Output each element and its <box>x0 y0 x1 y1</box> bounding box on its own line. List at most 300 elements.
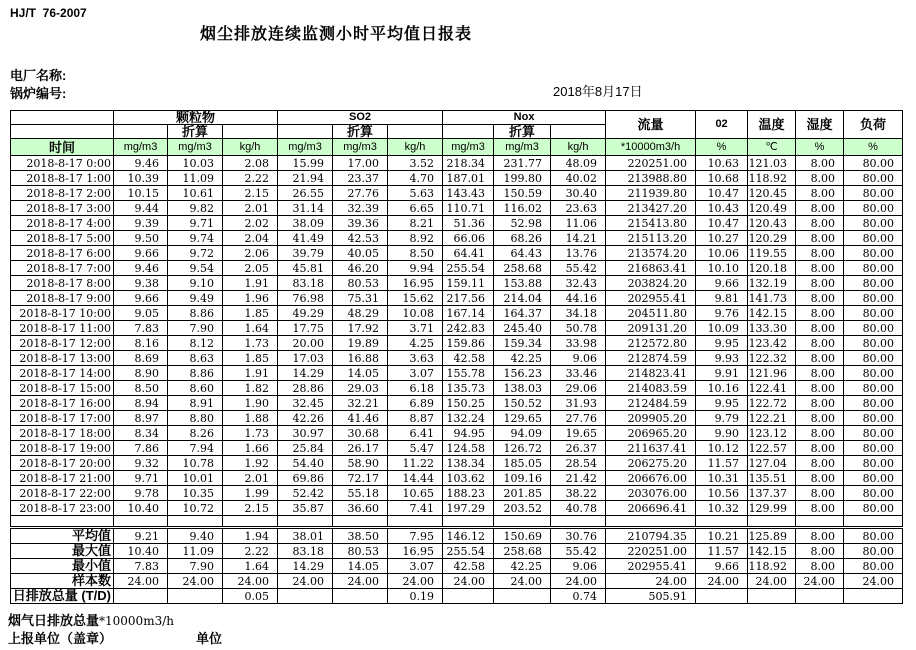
value-cell: 2.22 <box>223 544 278 559</box>
value-cell: 38.22 <box>551 486 606 501</box>
value-cell: 10.12 <box>696 441 748 456</box>
col-header-o2: 02 <box>696 111 748 139</box>
value-cell: 41.49 <box>278 231 333 246</box>
summary-row <box>11 589 903 604</box>
blank-cell <box>494 516 551 527</box>
hour-data-row <box>11 426 903 441</box>
value-cell <box>168 589 223 604</box>
value-cell: 9.46 <box>114 261 168 276</box>
value-cell: 19.65 <box>551 426 606 441</box>
value-cell: 80.00 <box>844 156 903 171</box>
value-cell: 4.25 <box>388 336 443 351</box>
row-label-cell: 2018-8-17 15:00 <box>11 381 114 396</box>
value-cell: 255.54 <box>443 544 494 559</box>
value-cell: 21.42 <box>551 471 606 486</box>
row-label-cell: 2018-8-17 8:00 <box>11 276 114 291</box>
unit-cell: % <box>844 139 903 156</box>
standard-number: HJ/T 76-2007 <box>10 6 87 20</box>
value-cell: 8.60 <box>168 381 223 396</box>
value-cell: 5.63 <box>388 186 443 201</box>
value-cell: 80.00 <box>844 231 903 246</box>
value-cell: 10.43 <box>696 201 748 216</box>
blank-header-cell <box>114 125 168 139</box>
value-cell: 75.31 <box>333 291 388 306</box>
value-cell: 159.11 <box>443 276 494 291</box>
unit-cell: kg/h <box>388 139 443 156</box>
value-cell: 32.21 <box>333 396 388 411</box>
value-cell: 6.41 <box>388 426 443 441</box>
unit-cell: kg/h <box>551 139 606 156</box>
value-cell: 1.64 <box>223 559 278 574</box>
value-cell: 7.90 <box>168 559 223 574</box>
value-cell: 1.91 <box>223 276 278 291</box>
value-cell: 0.74 <box>551 589 606 604</box>
value-cell: 11.57 <box>696 456 748 471</box>
value-cell: 83.18 <box>278 544 333 559</box>
value-cell: 1.92 <box>223 456 278 471</box>
value-cell: 9.93 <box>696 351 748 366</box>
unit-cell: mg/m3 <box>443 139 494 156</box>
row-label-cell: 2018-8-17 12:00 <box>11 336 114 351</box>
value-cell: 8.00 <box>796 246 844 261</box>
value-cell: 9.06 <box>551 559 606 574</box>
value-cell: 10.61 <box>168 186 223 201</box>
value-cell: 9.66 <box>114 291 168 306</box>
table-body <box>11 156 903 516</box>
summary-row <box>11 544 903 559</box>
value-cell: 10.15 <box>114 186 168 201</box>
hour-data-row <box>11 231 903 246</box>
value-cell: 24.00 <box>333 574 388 589</box>
value-cell: 7.83 <box>114 559 168 574</box>
blank-cell <box>168 516 223 527</box>
value-cell: 55.42 <box>551 261 606 276</box>
value-cell <box>796 589 844 604</box>
value-cell: 1.82 <box>223 381 278 396</box>
value-cell: 42.26 <box>278 411 333 426</box>
value-cell: 17.00 <box>333 156 388 171</box>
value-cell: 14.21 <box>551 231 606 246</box>
value-cell: 24.00 <box>606 574 696 589</box>
value-cell: 80.53 <box>333 276 388 291</box>
unit-cell: mg/m3 <box>494 139 551 156</box>
value-cell: 3.52 <box>388 156 443 171</box>
value-cell: 206676.00 <box>606 471 696 486</box>
value-cell: 213427.20 <box>606 201 696 216</box>
value-cell: 14.29 <box>278 559 333 574</box>
row-label-cell: 2018-8-17 20:00 <box>11 456 114 471</box>
value-cell: 215413.80 <box>606 216 696 231</box>
value-cell: 150.25 <box>443 396 494 411</box>
value-cell: 146.12 <box>443 529 494 544</box>
value-cell: 11.09 <box>168 544 223 559</box>
unit-cell: % <box>696 139 748 156</box>
hour-data-row <box>11 336 903 351</box>
value-cell: 8.50 <box>114 381 168 396</box>
value-cell: 10.35 <box>168 486 223 501</box>
value-cell: 8.00 <box>796 321 844 336</box>
value-cell: 2.01 <box>223 471 278 486</box>
value-cell: 109.16 <box>494 471 551 486</box>
value-cell: 40.78 <box>551 501 606 516</box>
value-cell: 8.00 <box>796 366 844 381</box>
value-cell: 80.00 <box>844 501 903 516</box>
value-cell: 150.69 <box>494 529 551 544</box>
value-cell: 94.09 <box>494 426 551 441</box>
value-cell: 10.21 <box>696 529 748 544</box>
row-label-cell: 最大值 <box>11 544 114 559</box>
value-cell: 38.01 <box>278 529 333 544</box>
row-label-cell: 2018-8-17 16:00 <box>11 396 114 411</box>
value-cell: 209905.20 <box>606 411 696 426</box>
value-cell: 44.16 <box>551 291 606 306</box>
value-cell: 8.63 <box>168 351 223 366</box>
value-cell: 129.65 <box>494 411 551 426</box>
hour-data-row <box>11 171 903 186</box>
value-cell: 8.00 <box>796 351 844 366</box>
value-cell: 212572.80 <box>606 336 696 351</box>
hour-data-row <box>11 291 903 306</box>
report-date: 2018年8月17日 <box>553 84 643 99</box>
row-label-cell: 2018-8-17 23:00 <box>11 501 114 516</box>
row-label-cell: 2018-8-17 18:00 <box>11 426 114 441</box>
col-group-nox: Nox <box>443 111 606 125</box>
flue-gas-total-note-cn: 烟气日排放总量 <box>8 613 100 628</box>
value-cell: 118.92 <box>748 559 796 574</box>
value-cell: 8.00 <box>796 156 844 171</box>
blank-header-cell <box>11 125 114 139</box>
value-cell: 9.76 <box>696 306 748 321</box>
value-cell: 51.36 <box>443 216 494 231</box>
value-cell: 10.47 <box>696 186 748 201</box>
value-cell: 8.00 <box>796 291 844 306</box>
value-cell: 211637.41 <box>606 441 696 456</box>
blank-cell <box>551 516 606 527</box>
value-cell: 8.50 <box>388 246 443 261</box>
value-cell: 8.26 <box>168 426 223 441</box>
hour-data-row <box>11 396 903 411</box>
value-cell: 9.74 <box>168 231 223 246</box>
value-cell: 8.00 <box>796 306 844 321</box>
value-cell: 16.88 <box>333 351 388 366</box>
value-cell: 213574.20 <box>606 246 696 261</box>
value-cell: 64.41 <box>443 246 494 261</box>
subheader-converted-pm: 折算 <box>168 125 223 139</box>
value-cell: 159.34 <box>494 336 551 351</box>
value-cell: 80.00 <box>844 306 903 321</box>
value-cell: 137.37 <box>748 486 796 501</box>
row-label-cell: 2018-8-17 9:00 <box>11 291 114 306</box>
value-cell: 52.98 <box>494 216 551 231</box>
value-cell: 26.37 <box>551 441 606 456</box>
value-cell: 119.55 <box>748 246 796 261</box>
value-cell: 83.18 <box>278 276 333 291</box>
hour-data-row <box>11 411 903 426</box>
hour-data-row <box>11 201 903 216</box>
value-cell: 8.00 <box>796 501 844 516</box>
header-units-row <box>11 139 903 156</box>
value-cell: 30.97 <box>278 426 333 441</box>
value-cell: 80.00 <box>844 426 903 441</box>
value-cell: 4.70 <box>388 171 443 186</box>
value-cell: 242.83 <box>443 321 494 336</box>
value-cell: 153.88 <box>494 276 551 291</box>
value-cell: 9.10 <box>168 276 223 291</box>
value-cell: 9.39 <box>114 216 168 231</box>
value-cell: 8.00 <box>796 559 844 574</box>
value-cell: 80.00 <box>844 201 903 216</box>
value-cell: 141.73 <box>748 291 796 306</box>
value-cell: 10.32 <box>696 501 748 516</box>
row-label-cell: 2018-8-17 22:00 <box>11 486 114 501</box>
unit-cell: mg/m3 <box>114 139 168 156</box>
value-cell: 10.31 <box>696 471 748 486</box>
value-cell: 9.72 <box>168 246 223 261</box>
hour-data-row <box>11 501 903 516</box>
value-cell: 1.73 <box>223 426 278 441</box>
value-cell: 123.12 <box>748 426 796 441</box>
blank-header-cell <box>11 111 114 125</box>
value-cell: 9.49 <box>168 291 223 306</box>
value-cell: 9.38 <box>114 276 168 291</box>
value-cell: 203824.20 <box>606 276 696 291</box>
value-cell: 8.00 <box>796 171 844 186</box>
value-cell: 80.00 <box>844 186 903 201</box>
blank-cell <box>11 516 114 527</box>
value-cell: 9.32 <box>114 456 168 471</box>
value-cell: 9.90 <box>696 426 748 441</box>
value-cell: 8.87 <box>388 411 443 426</box>
hour-data-row <box>11 351 903 366</box>
value-cell: 10.10 <box>696 261 748 276</box>
boiler-number-label: 锅炉编号: <box>10 86 67 101</box>
value-cell: 52.42 <box>278 486 333 501</box>
blank-cell <box>388 516 443 527</box>
value-cell: 8.86 <box>168 306 223 321</box>
hour-data-row <box>11 366 903 381</box>
spacer-row <box>11 516 903 527</box>
hour-data-row <box>11 276 903 291</box>
value-cell: 23.63 <box>551 201 606 216</box>
value-cell: 10.63 <box>696 156 748 171</box>
hour-data-row <box>11 216 903 231</box>
value-cell: 1.90 <box>223 396 278 411</box>
blank-cell <box>333 516 388 527</box>
value-cell: 0.05 <box>223 589 278 604</box>
value-cell: 120.29 <box>748 231 796 246</box>
hour-data-row <box>11 186 903 201</box>
value-cell: 9.06 <box>551 351 606 366</box>
flue-gas-total-note <box>8 610 174 629</box>
value-cell: 9.95 <box>696 396 748 411</box>
value-cell: 29.03 <box>333 381 388 396</box>
blank-header-cell <box>443 125 494 139</box>
value-cell: 9.21 <box>114 529 168 544</box>
value-cell: 7.94 <box>168 441 223 456</box>
value-cell: 156.23 <box>494 366 551 381</box>
row-label-cell: 2018-8-17 2:00 <box>11 186 114 201</box>
value-cell: 17.75 <box>278 321 333 336</box>
value-cell: 80.00 <box>844 381 903 396</box>
value-cell: 231.77 <box>494 156 551 171</box>
value-cell: 216863.41 <box>606 261 696 276</box>
value-cell: 7.86 <box>114 441 168 456</box>
value-cell: 8.12 <box>168 336 223 351</box>
value-cell: 80.00 <box>844 216 903 231</box>
value-cell: 80.00 <box>844 246 903 261</box>
value-cell: 17.03 <box>278 351 333 366</box>
value-cell: 7.41 <box>388 501 443 516</box>
unit-cell: *10000m3/h <box>606 139 696 156</box>
value-cell: 1.64 <box>223 321 278 336</box>
value-cell: 30.68 <box>333 426 388 441</box>
header-group-row <box>11 111 903 125</box>
value-cell: 80.00 <box>844 321 903 336</box>
value-cell: 126.72 <box>494 441 551 456</box>
value-cell: 6.89 <box>388 396 443 411</box>
value-cell: 14.05 <box>333 366 388 381</box>
row-label-cell: 2018-8-17 21:00 <box>11 471 114 486</box>
value-cell: 9.50 <box>114 231 168 246</box>
value-cell: 8.16 <box>114 336 168 351</box>
value-cell: 1.99 <box>223 486 278 501</box>
value-cell: 9.40 <box>168 529 223 544</box>
value-cell: 80.00 <box>844 366 903 381</box>
value-cell: 121.96 <box>748 366 796 381</box>
col-header-load: 负荷 <box>844 111 903 139</box>
value-cell: 66.06 <box>443 231 494 246</box>
summary-table <box>10 528 903 604</box>
value-cell: 10.03 <box>168 156 223 171</box>
value-cell: 1.94 <box>223 529 278 544</box>
value-cell: 10.16 <box>696 381 748 396</box>
value-cell: 80.00 <box>844 276 903 291</box>
value-cell: 8.94 <box>114 396 168 411</box>
value-cell: 3.07 <box>388 366 443 381</box>
value-cell: 8.00 <box>796 276 844 291</box>
value-cell: 1.88 <box>223 411 278 426</box>
value-cell: 206696.41 <box>606 501 696 516</box>
unit-cell: mg/m3 <box>168 139 223 156</box>
value-cell: 118.92 <box>748 171 796 186</box>
row-label-cell: 最小值 <box>11 559 114 574</box>
value-cell: 7.90 <box>168 321 223 336</box>
value-cell: 133.30 <box>748 321 796 336</box>
row-label-cell: 2018-8-17 4:00 <box>11 216 114 231</box>
row-label-cell: 2018-8-17 17:00 <box>11 411 114 426</box>
value-cell: 38.09 <box>278 216 333 231</box>
value-cell: 132.24 <box>443 411 494 426</box>
value-cell: 80.00 <box>844 351 903 366</box>
value-cell: 8.91 <box>168 396 223 411</box>
value-cell: 9.46 <box>114 156 168 171</box>
blank-header-cell <box>551 125 606 139</box>
value-cell: 150.59 <box>494 186 551 201</box>
value-cell: 24.00 <box>494 574 551 589</box>
flue-gas-total-note-unit: *10000m3/h <box>99 614 174 628</box>
value-cell: 24.00 <box>168 574 223 589</box>
value-cell: 9.54 <box>168 261 223 276</box>
value-cell: 24.00 <box>796 574 844 589</box>
value-cell <box>844 589 903 604</box>
value-cell: 33.98 <box>551 336 606 351</box>
value-cell: 210794.35 <box>606 529 696 544</box>
value-cell: 30.76 <box>551 529 606 544</box>
row-label-cell: 2018-8-17 7:00 <box>11 261 114 276</box>
value-cell: 206965.20 <box>606 426 696 441</box>
value-cell: 10.09 <box>696 321 748 336</box>
value-cell: 8.00 <box>796 261 844 276</box>
value-cell: 9.81 <box>696 291 748 306</box>
value-cell: 10.56 <box>696 486 748 501</box>
value-cell: 46.20 <box>333 261 388 276</box>
value-cell: 3.71 <box>388 321 443 336</box>
value-cell: 127.04 <box>748 456 796 471</box>
value-cell: 80.00 <box>844 486 903 501</box>
value-cell: 5.47 <box>388 441 443 456</box>
value-cell: 135.73 <box>443 381 494 396</box>
value-cell: 23.37 <box>333 171 388 186</box>
value-cell: 80.00 <box>844 411 903 426</box>
plant-name-label: 电厂名称: <box>10 68 67 83</box>
value-cell: 32.43 <box>551 276 606 291</box>
value-cell: 167.14 <box>443 306 494 321</box>
col-header-flow: 流量 <box>606 111 696 139</box>
value-cell: 34.18 <box>551 306 606 321</box>
value-cell: 10.40 <box>114 501 168 516</box>
value-cell: 9.71 <box>168 216 223 231</box>
value-cell: 76.98 <box>278 291 333 306</box>
row-label-cell: 2018-8-17 13:00 <box>11 351 114 366</box>
value-cell: 199.80 <box>494 171 551 186</box>
value-cell: 80.53 <box>333 544 388 559</box>
value-cell: 39.79 <box>278 246 333 261</box>
hour-data-row <box>11 156 903 171</box>
value-cell: 1.85 <box>223 351 278 366</box>
value-cell: 80.00 <box>844 396 903 411</box>
value-cell: 218.34 <box>443 156 494 171</box>
value-cell: 3.63 <box>388 351 443 366</box>
value-cell: 42.58 <box>443 559 494 574</box>
value-cell: 214.04 <box>494 291 551 306</box>
value-cell: 3.07 <box>388 559 443 574</box>
value-cell: 8.00 <box>796 441 844 456</box>
value-cell: 9.79 <box>696 411 748 426</box>
value-cell: 209131.20 <box>606 321 696 336</box>
unit-cell: mg/m3 <box>278 139 333 156</box>
value-cell: 258.68 <box>494 544 551 559</box>
value-cell: 8.00 <box>796 411 844 426</box>
blank-header-cell <box>223 125 278 139</box>
value-cell: 10.08 <box>388 306 443 321</box>
value-cell: 7.83 <box>114 321 168 336</box>
value-cell: 33.46 <box>551 366 606 381</box>
value-cell: 80.00 <box>844 291 903 306</box>
value-cell: 13.76 <box>551 246 606 261</box>
value-cell: 129.99 <box>748 501 796 516</box>
blank-cell <box>114 516 168 527</box>
value-cell: 42.58 <box>443 351 494 366</box>
value-cell: 80.00 <box>844 471 903 486</box>
value-cell: 45.81 <box>278 261 333 276</box>
value-cell: 55.42 <box>551 544 606 559</box>
value-cell: 2.02 <box>223 216 278 231</box>
value-cell: 24.00 <box>278 574 333 589</box>
value-cell: 212874.59 <box>606 351 696 366</box>
blank-cell <box>748 516 796 527</box>
value-cell: 64.43 <box>494 246 551 261</box>
value-cell: 8.69 <box>114 351 168 366</box>
